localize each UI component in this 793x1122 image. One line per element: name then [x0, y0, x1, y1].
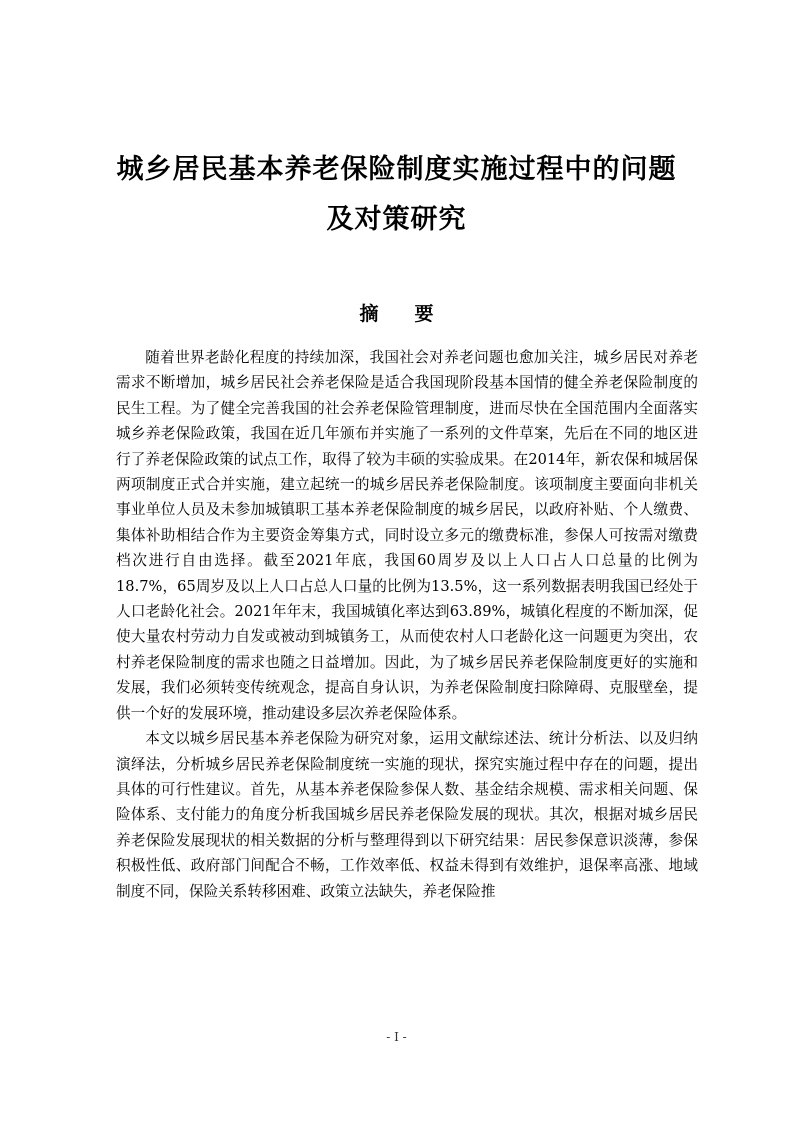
title-line-2: 及对策研究: [326, 204, 467, 235]
abstract-body: [116, 345, 698, 904]
document-title: [96, 145, 697, 245]
abstract-heading: [96, 300, 697, 328]
page-number: - I -: [386, 1030, 407, 1044]
abstract-paragraph-2: 本文以城乡居民基本养老保险为研究对象，运用文献综述法、统计分析法、以及归纳演绎法，分析城乡居民养老保险制度统一实施的现状，探究实施过程中存在的问题，提出具体的可行性建议。首先，从基本养老保险参保人数、基金结余规模、需求相关问题、保险体系、支付能力的角度分析我国城乡居民养老保险发展的现状。其次，根据对城乡居民养老保险发展现状的相关数据的分析与整理得到以下研究结果：居民参保意识淡薄，参保积极性低、政府部门间配合不畅，工作效率低、权益未得到有效维护，退保率高涨、地域制度不同，保险关系转移困难、政策立法缺失，养老保险推: [116, 730, 698, 900]
abstract-heading-char-1: 摘: [359, 303, 379, 325]
abstract-heading-char-2: 要: [414, 303, 434, 325]
abstract-paragraph-1: 随着世界老龄化程度的持续加深，我国社会对养老问题也愈加关注，城乡居民对养老需求不断增加，城乡居民社会养老保险是适合我国现阶段基本国情的健全养老保险制度的民生工程。为了健全完善我国的社会养老保险管理制度，进而尽快在全国范围内全面落实城乡养老保险政策，我国在近几年颁布并实施了一系列的文件草案，先后在不同的地区进行了养老保险政策的试点工作，取得了较为丰硕的实验成果。在2014年，新农保和城居保两项制度正式合并实施，建立起统一的城乡居民养老保险制度。该项制度主要面向非机关事业单位人员及未参加城镇职工基本养老保险制度的城乡居民，以政府补贴、个人缴费、集体补助相结合作为主要资金筹集方式，同时设立多元的缴费标准，参保人可按需对缴费档次进行自由选择。截至2021年底，我国60周岁及以上人口占人口总量的比例为18.7%，65周岁及以上人口占总人口量的比例为13.5%，这一系列数据表明我国已经处于人口老龄化社会。2021年年末，我国城镇化率达到63.89%，城镇化程度的不断加深，促使大量农村劳动力自发或被动到城镇务工，从而使农村人口老龄化这一问题更为突出，农村养老保险制度的需求也随之日益增加。因此，为了城乡居民养老保险制度更好的实施和发展，我们必须转变传统观念，提高自身认识，为养老保险制度扫除障碍、克服壁垒，提供一个好的发展环境，推动建设多层次养老保险体系。: [116, 349, 698, 722]
title-line-1: 城乡居民基本养老保险制度实施过程中的问题: [116, 154, 677, 185]
